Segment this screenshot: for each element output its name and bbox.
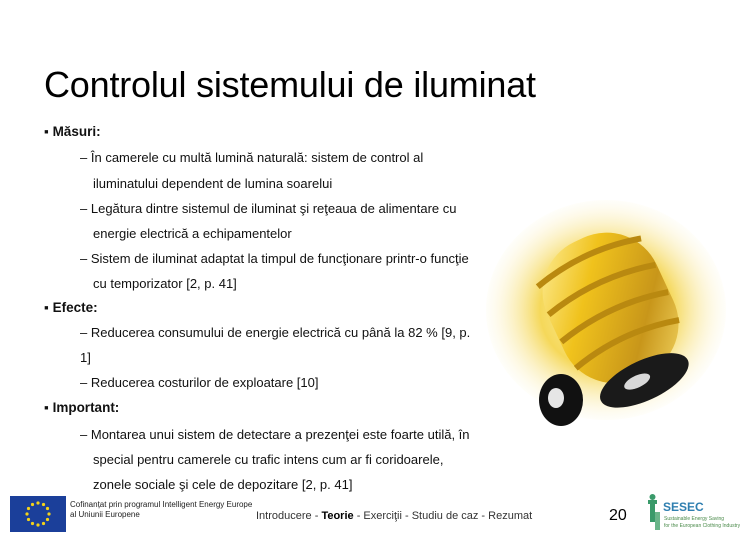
cofinantat-line-1: Cofinanțat prin programul Intelligent Energy Europe xyxy=(70,500,253,509)
masuri-item-1 xyxy=(80,150,423,165)
dash-icon: – xyxy=(80,150,88,165)
masuri-item-3 xyxy=(80,251,469,266)
important-heading: Important: xyxy=(52,400,120,415)
masuri-item-3-text: Sistem de iluminat adaptat la timpul de funcţionare printr-o funcţie xyxy=(90,251,469,266)
efecte-item-2-text: Reducerea costurilor de exploatare [10] xyxy=(90,375,319,390)
dash-icon: – xyxy=(80,325,88,340)
section-navigation xyxy=(256,510,532,522)
masuri-item-1-cont: iluminatului dependent de lumina soarelui xyxy=(93,176,333,191)
masuri-item-1-text: În camerele cu multă lumină naturală: sistem de control al xyxy=(90,150,424,165)
sesec-logo-subtitle-2: for the European Clothing Industry xyxy=(664,523,740,529)
nav-rezumat[interactable]: Rezumat xyxy=(488,510,533,522)
nav-exercitii[interactable]: Exerciţii xyxy=(363,510,402,522)
efecte-heading: Efecte: xyxy=(52,300,98,315)
page-number: 20 xyxy=(609,507,627,524)
dash-icon: – xyxy=(80,251,88,266)
important-item-1-text: Montarea unui sistem de detectare a prezenţei este foarte utilă, în xyxy=(90,427,470,442)
nav-separator: - xyxy=(311,510,322,522)
masuri-item-2-cont: energie electrică a echipamentelor xyxy=(93,226,292,241)
cofinantat-text xyxy=(70,500,252,520)
important-item-1 xyxy=(80,427,470,442)
masuri-item-2-text: Legătura dintre sistemul de iluminat şi reţeaua de alimentare cu xyxy=(90,201,457,216)
efecte-item-1-cont: 1] xyxy=(80,350,91,365)
efecte-item-2 xyxy=(80,375,319,390)
dash-icon: – xyxy=(80,375,88,390)
sesec-logo-text: SESEC xyxy=(663,500,704,514)
masuri-heading-line xyxy=(44,124,101,139)
eu-flag-icon xyxy=(10,496,66,532)
nav-separator: - xyxy=(478,510,489,522)
efecte-item-1 xyxy=(80,325,470,340)
sesec-logo-subtitle-1: Sustainable Energy Saving xyxy=(664,516,725,522)
efecte-item-1-text: Reducerea consumului de energie electrică cu până la 82 % [9, p. xyxy=(90,325,471,340)
bullet-icon: ▪ xyxy=(44,400,49,415)
bullet-icon: ▪ xyxy=(44,300,49,315)
nav-teorie[interactable]: Teorie xyxy=(321,510,354,522)
nav-studiu[interactable]: Studiu de caz xyxy=(411,510,479,522)
nav-separator: - xyxy=(401,510,412,522)
cofinantat-line-2: al Uniunii Europene xyxy=(70,510,140,519)
nav-introducere[interactable]: Introducere xyxy=(256,510,312,522)
dash-icon: – xyxy=(80,201,88,216)
important-heading-line xyxy=(44,400,119,415)
masuri-item-3-cont: cu temporizator [2, p. 41] xyxy=(93,276,237,291)
bullet-icon: ▪ xyxy=(44,124,49,139)
important-item-1-cont1: special pentru camerele cu trafic intens cum ar fi coridoarele, xyxy=(93,452,444,467)
slide-title: Controlul sistemului de iluminat xyxy=(44,64,536,105)
nav-separator: - xyxy=(353,510,364,522)
efecte-heading-line xyxy=(44,300,98,315)
masuri-heading: Măsuri: xyxy=(52,124,101,139)
masuri-item-2 xyxy=(80,201,457,216)
dash-icon: – xyxy=(80,427,88,442)
important-item-1-cont2: zonele sociale şi cele de depozitare [2, p. 41] xyxy=(93,477,353,492)
